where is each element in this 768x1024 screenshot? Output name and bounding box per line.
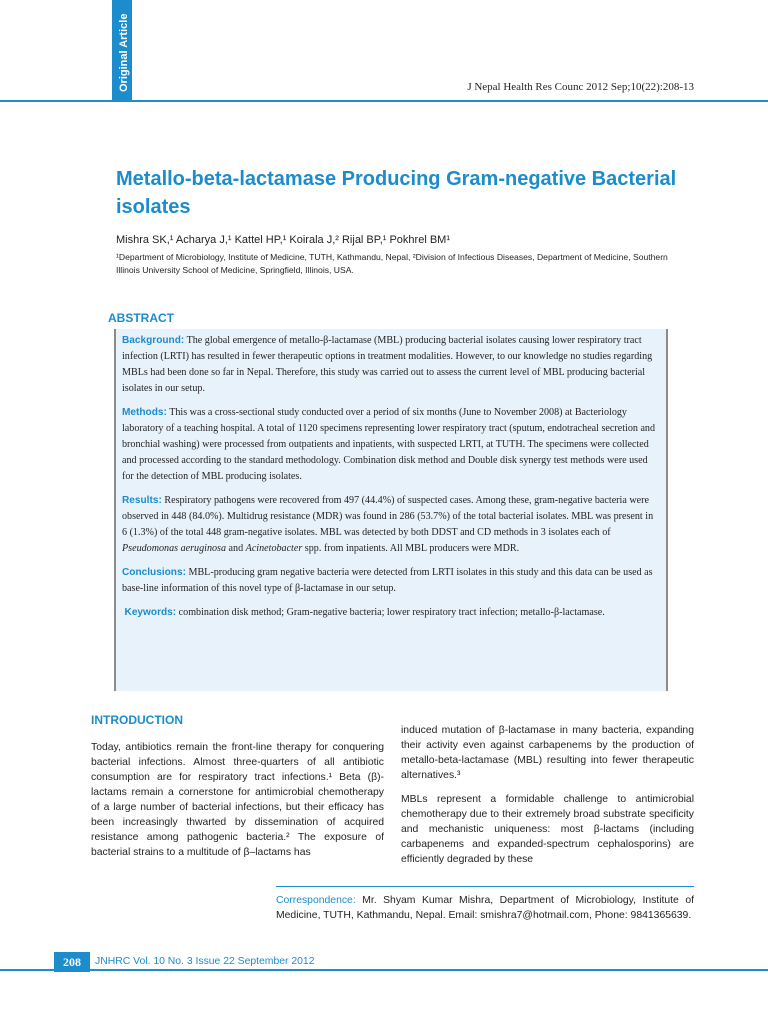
conclusions-text: MBL-producing gram negative bacteria were detected from LRTI isolates in this study and this data can be used as base-line information of this novel type of β-lactamase in our setup.	[122, 567, 653, 594]
footer-journal: JNHRC Vol. 10 No. 3 Issue 22 September 2012	[95, 956, 315, 967]
footer	[0, 952, 768, 972]
abstract-background	[122, 333, 660, 397]
header-rule	[0, 100, 768, 102]
footer-rule	[0, 969, 768, 971]
correspondence	[276, 893, 694, 923]
results-conjunction: and	[226, 543, 246, 554]
author-affiliations: ¹Department of Microbiology, Institute of Medicine, TUTH, Kathmandu, Nepal, ²Division of Infectious Diseases, Department of Medicine, Southern Illinois University School of Medicine, Springfield, Illinois, USA.	[116, 252, 668, 275]
methods-label: Methods:	[122, 407, 167, 418]
body-column-right	[401, 723, 694, 876]
abstract-results	[122, 493, 660, 557]
abstract-box	[114, 329, 668, 691]
keywords-text: combination disk method; Gram-negative bacteria; lower respiratory tract infection; metallo-β-lactamase.	[178, 607, 605, 618]
background-text: The global emergence of metallo-β-lactamase (MBL) producing bacterial isolates causing lower respiratory tract infection (LRTI) has resulted in fewer therapeutic options in treatment modalities. However, to our knowledge no studies regarding MBLs had been done so far in Nepal. Therefore, this study was carried out to assess the current level of MBL producing bacterial isolates in our setup.	[122, 335, 653, 394]
abstract-heading: ABSTRACT	[108, 311, 174, 325]
results-text: Respiratory pathogens were recovered from 497 (44.4%) of suspected cases. Among these, gram-negative bacteria were observed in 448 (84.0%). Multidrug resistance (MDR) was found in 286 (53.7%) of the total bacterial isolates. MBL was present in 6 (1.3%) of the total 448 gram-negative isolates. MBL was detected by both DDST and CD methods in 3 isolates each of	[122, 495, 654, 538]
article-type-tab	[112, 0, 132, 100]
article-title: Metallo-beta-lactamase Producing Gram-negative Bacterial isolates	[116, 168, 677, 218]
conclusions-label: Conclusions:	[122, 567, 186, 578]
correspondence-rule	[276, 886, 694, 887]
correspondence-text: Mr. Shyam Kumar Mishra, Department of Microbiology, Institute of Medicine, TUTH, Kathmandu, Nepal. Email: smishra7@hotmail.com, Phone: 9841365639.	[276, 895, 694, 921]
author-list: Mishra SK,¹ Acharya J,¹ Kattel HP,¹ Koirala J,² Rijal BP,¹ Pokhrel BM¹	[116, 234, 450, 246]
correspondence-label: Correspondence:	[276, 895, 356, 906]
journal-citation: J Nepal Health Res Counc 2012 Sep;10(22):208-13	[467, 81, 694, 93]
abstract-methods	[122, 405, 660, 485]
introduction-heading: INTRODUCTION	[91, 713, 183, 727]
results-text-end: spp. from inpatients. All MBL producers were MDR.	[302, 543, 520, 554]
keywords-label: Keywords:	[124, 607, 177, 618]
intro-paragraph-2: induced mutation of β-lactamase in many bacteria, expanding their activity even against carbapenems by the production of metallo-beta-lactamase (MBL) resulting into fewer therapeutic alternatives.³	[401, 725, 694, 781]
background-label: Background:	[122, 335, 185, 346]
body-column-left	[91, 740, 384, 869]
page-number: 208	[54, 952, 90, 972]
results-label: Results:	[122, 495, 162, 506]
abstract-keywords	[122, 605, 660, 621]
intro-paragraph-1: Today, antibiotics remain the front-line therapy for conquering bacterial infections. Almost three-quarters of all antibiotic consumption are for respiratory tract infections.¹ Beta (β)-lactams remain a cornerstone for antimicrobial chemotherapy of a large number of bacterial infections, but their efficacy has been increasingly thwarted by dissemination of acquired resistance among pathogenic bacteria.² The exposure of bacterial strains to a multitude of β–lactams has	[91, 742, 384, 858]
results-organism-1: Pseudomonas aeruginosa	[122, 543, 227, 554]
results-organism-2: Acinetobacter	[245, 543, 303, 554]
abstract-conclusions	[122, 565, 660, 597]
article-type-label: Original Article	[118, 13, 130, 92]
intro-paragraph-3: MBLs represent a formidable challenge to antimicrobial chemotherapy due to their extremely broad substrate specificity and mechanistic uniqueness: most β-lactams (including carbapenems and expanded-spectrum cephalosporins) are efficiently degraded by these	[401, 794, 694, 865]
methods-text: This was a cross-sectional study conducted over a period of six months (June to November 2008) at Bacteriology laboratory of a teaching hospital. A total of 1120 specimens representing lower respiratory tract (sputum, endotracheal secretion and bronchial washing) were processed from outpatients and inpatients, with suspected LRTI, at TUTH. The specimens were collected and processed according to the standard methodology. Combination disk method and Double disk synergy test methods were used for the detection of MBL producing isolates.	[122, 407, 656, 482]
